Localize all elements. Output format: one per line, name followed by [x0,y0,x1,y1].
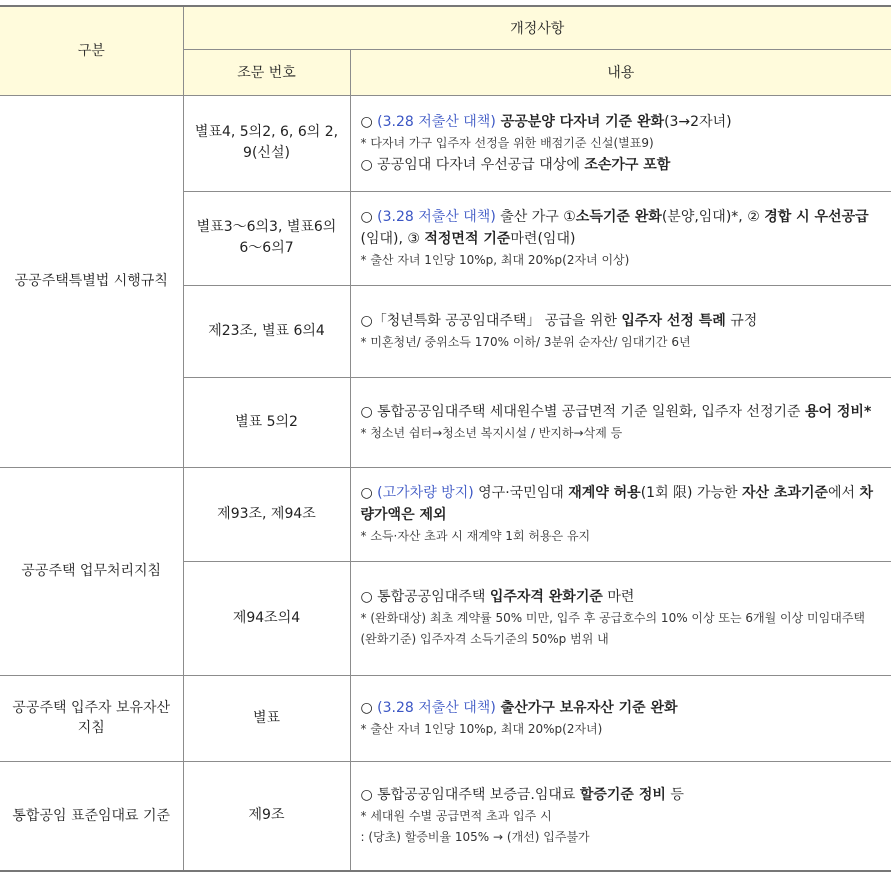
content-line: ○ (3.28 저출산 대책) 출산가구 보유자산 기준 완화 [360,699,678,716]
article-cell: 제9조 [183,761,350,871]
content-cell [350,467,891,561]
content-line: ○ (고가차량 방지) 영구·국민임대 재계약 허용(1회 限) 가능한 자산 초과기준에서 차량가액은 제외 [360,484,874,523]
content-cell [350,561,891,675]
header-amendments: 개정사항 [183,6,891,49]
header-content: 내용 [350,49,891,95]
table-row [0,675,891,761]
content-cell [350,191,891,285]
content-cell [350,377,891,467]
content-note: (완화기준) 입주자격 소득기준의 50%p 범위 내 [360,632,609,646]
content-line: ○「청년특화 공공임대주택」 공급을 위한 입주자 선정 특례 규정 [360,312,758,329]
content-cell [350,761,891,871]
content-note: * 미혼청년/ 중위소득 170% 이하/ 3분위 순자산/ 임대기간 6년 [360,334,691,349]
amendments-table [0,5,891,872]
content-note: * (완화대상) 최초 계약률 50% 미만, 입주 후 공급호수의 10% 이상 또는 6개월 이상 미임대주택 [360,611,866,625]
category-cell: 공공주택특별법 시행규칙 [0,95,183,467]
content-line: ○ 통합공공임대주택 보증금.임대료 할증기준 정비 등 [360,786,684,803]
table-row [0,95,891,191]
article-cell: 별표4, 5의2, 6, 6의 2, 9(신설) [183,95,350,191]
category-cell: 통합공임 표준임대료 기준 [0,761,183,871]
category-cell: 공공주택 입주자 보유자산지침 [0,675,183,761]
content-note: * 소득·자산 초과 시 재계약 1회 허용은 유지 [360,528,591,543]
table-row [0,761,891,871]
content-note: * 출산 자녀 1인당 10%p, 최대 20%p(2자녀) [360,721,603,736]
article-cell: 별표3～6의3, 별표6의6～6의7 [183,191,350,285]
content-cell [350,95,891,191]
content-cell [350,285,891,377]
article-cell: 제94조의4 [183,561,350,675]
article-cell: 별표 5의2 [183,377,350,467]
content-note: * 청소년 쉼터→청소년 복지시설 / 반지하→삭제 등 [360,425,623,440]
category-cell: 공공주택 업무처리지침 [0,467,183,675]
article-cell: 제23조, 별표 6의4 [183,285,350,377]
content-note: * 다자녀 가구 입주자 선정을 위한 배점기준 신설(별표9) [360,135,654,150]
table-row [0,467,891,561]
header-category: 구분 [0,6,183,95]
content-line: ○ 통합공공임대주택 세대원수별 공급면적 기준 일원화, 입주자 선정기준 용어 정비* [360,403,872,420]
content-line: ○ 공공임대 다자녀 우선공급 대상에 조손가구 포함 [360,156,671,173]
header-article-no: 조문 번호 [183,49,350,95]
content-cell [350,675,891,761]
content-line: ○ (3.28 저출산 대책) 공공분양 다자녀 기준 완화(3→2자녀) [360,113,732,130]
content-note: * 출산 자녀 1인당 10%p, 최대 20%p(2자녀 이상) [360,252,630,267]
content-note: * 세대원 수별 공급면적 초과 입주 시 [360,808,552,823]
article-cell: 제93조, 제94조 [183,467,350,561]
content-line: ○ (3.28 저출산 대책) 출산 가구 ①소득기준 완화(분양,임대)*, ② 경합 시 우선공급(임대), ③ 적정면적 기준마련(임대) [360,208,869,247]
content-note: : (당초) 할증비율 105% → (개선) 입주불가 [360,829,590,844]
content-line: ○ 통합공공임대주택 입주자격 완화기준 마련 [360,589,635,605]
article-cell: 별표 [183,675,350,761]
